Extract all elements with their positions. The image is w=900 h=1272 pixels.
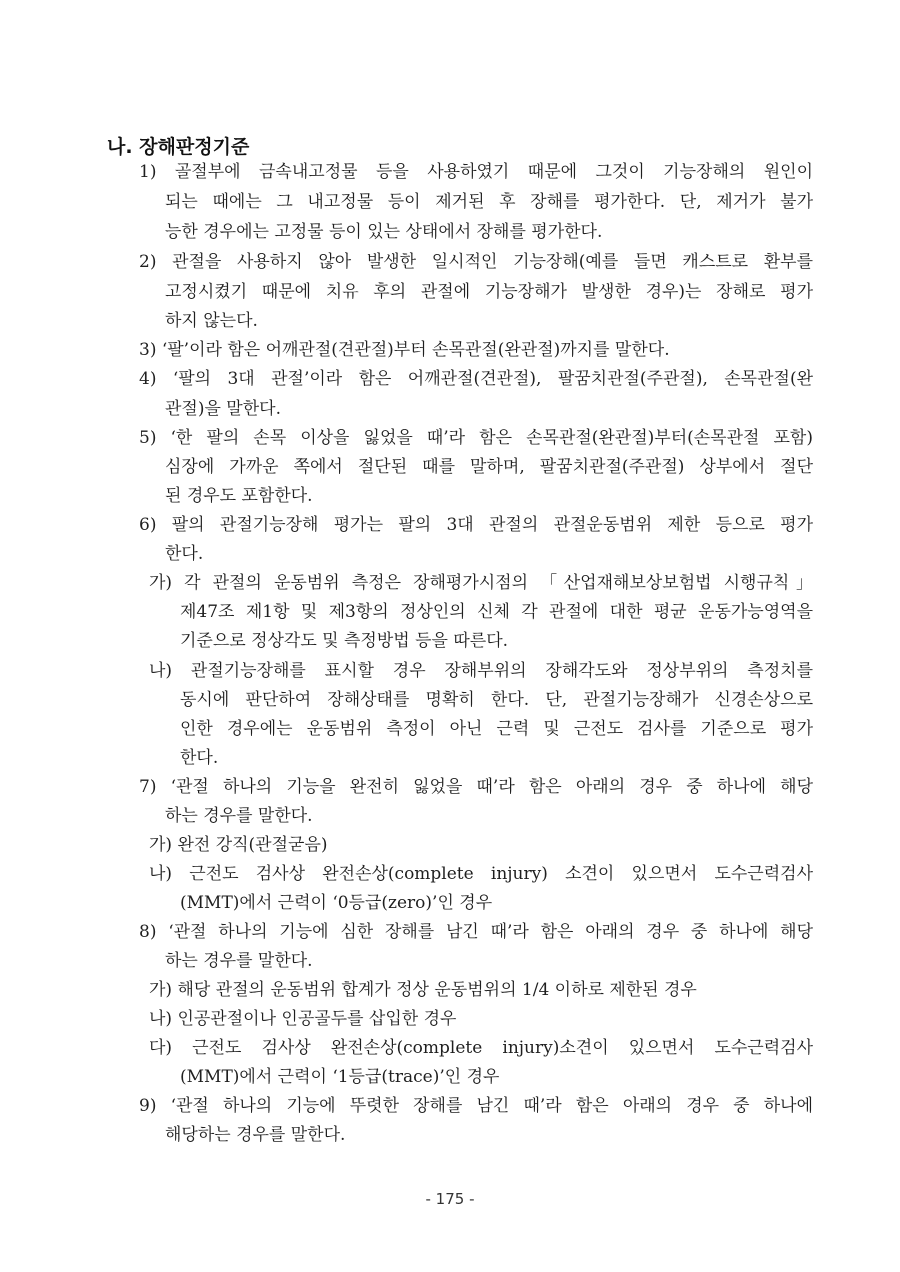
- text-line: 7) ‘관절 하나의 기능을 완전히 잃었을 때’라 함은 아래의 경우 중 하나에 해당: [139, 777, 813, 797]
- text-line: 동시에 판단하여 장해상태를 명확히 한다. 단, 관절기능장해가 신경손상으로: [180, 690, 813, 710]
- text-line: 나) 근전도 검사상 완전손상(complete injury) 소견이 있으면서 도수근력검사: [149, 864, 813, 884]
- text-line: 4) ‘팔의 3대 관절’이라 함은 어깨관절(견관절), 팔꿈치관절(주관절), 손목관절(완: [139, 369, 813, 389]
- text-line: 1) 골절부에 금속내고정물 등을 사용하였기 때문에 그것이 기능장해의 원인이: [139, 162, 813, 182]
- text-line: 8) ‘관절 하나의 기능에 심한 장해를 남긴 때’라 함은 아래의 경우 중 하나에 해당: [139, 922, 813, 942]
- text-line: 해당하는 경우를 말한다.: [165, 1125, 346, 1145]
- text-line: 한다.: [165, 544, 204, 564]
- text-line: 나) 관절기능장해를 표시할 경우 장해부위의 장해각도와 정상부위의 측정치를: [149, 661, 813, 681]
- page-number: - 175 -: [425, 1190, 475, 1208]
- text-line: 되는 때에는 그 내고정물 등이 제거된 후 장해를 평가한다. 단, 제거가 불가: [165, 192, 813, 212]
- text-line: 한다.: [180, 748, 219, 768]
- text-line: 하지 않는다.: [165, 311, 258, 331]
- text-line: 하는 경우를 말한다.: [165, 951, 313, 971]
- text-line: 9) ‘관절 하나의 기능에 뚜렷한 장해를 남긴 때’라 함은 아래의 경우 중 하나에: [139, 1096, 813, 1116]
- text-line: 나) 인공관절이나 인공골두를 삽입한 경우: [149, 1009, 457, 1029]
- text-line: 관절)을 말한다.: [165, 399, 281, 419]
- section-heading: 나. 장해판정기준: [107, 136, 250, 158]
- text-line: 기준으로 정상각도 및 측정방법 등을 따른다.: [180, 631, 509, 651]
- text-line: 2) 관절을 사용하지 않아 발생한 일시적인 기능장해(예를 들면 캐스트로 환부를: [139, 252, 813, 272]
- text-line: 된 경우도 포함한다.: [165, 486, 313, 506]
- text-line: (MMT)에서 근력이 ‘1등급(trace)’인 경우: [180, 1067, 500, 1087]
- text-line: 6) 팔의 관절기능장해 평가는 팔의 3대 관절의 관절운동범위 제한 등으로 평가: [139, 515, 813, 535]
- text-line: 제47조 제1항 및 제3항의 정상인의 신체 각 관절에 대한 평균 운동가능영역을: [180, 602, 813, 622]
- text-line: 3) ‘팔’이라 함은 어깨관절(견관절)부터 손목관절(완관절)까지를 말한다.: [139, 340, 670, 360]
- text-line: 5) ‘한 팔의 손목 이상을 잃었을 때’라 함은 손목관절(완관절)부터(손목관절 포함): [139, 428, 813, 448]
- text-line: 능한 경우에는 고정물 등이 있는 상태에서 장해를 평가한다.: [165, 222, 603, 242]
- text-line: 다) 근전도 검사상 완전손상(complete injury)소견이 있으면서 도수근력검사: [149, 1038, 813, 1058]
- text-line: 가) 해당 관절의 운동범위 합계가 정상 운동범위의 1/4 이하로 제한된 경우: [149, 980, 697, 1000]
- text-line: 고정시켰기 때문에 치유 후의 관절에 기능장해가 발생한 경우)는 장해로 평가: [165, 282, 813, 302]
- text-line: 인한 경우에는 운동범위 측정이 아닌 근력 및 근전도 검사를 기준으로 평가: [180, 719, 813, 739]
- text-line: 가) 각 관절의 운동범위 측정은 장해평가시점의 「산업재해보상보험법 시행규칙」: [149, 573, 813, 593]
- text-line: (MMT)에서 근력이 ‘0등급(zero)’인 경우: [180, 893, 493, 913]
- text-line: 심장에 가까운 쪽에서 절단된 때를 말하며, 팔꿈치관절(주관절) 상부에서 절단: [165, 457, 813, 477]
- text-line: 하는 경우를 말한다.: [165, 806, 313, 826]
- text-line: 가) 완전 강직(관절굳음): [149, 835, 328, 855]
